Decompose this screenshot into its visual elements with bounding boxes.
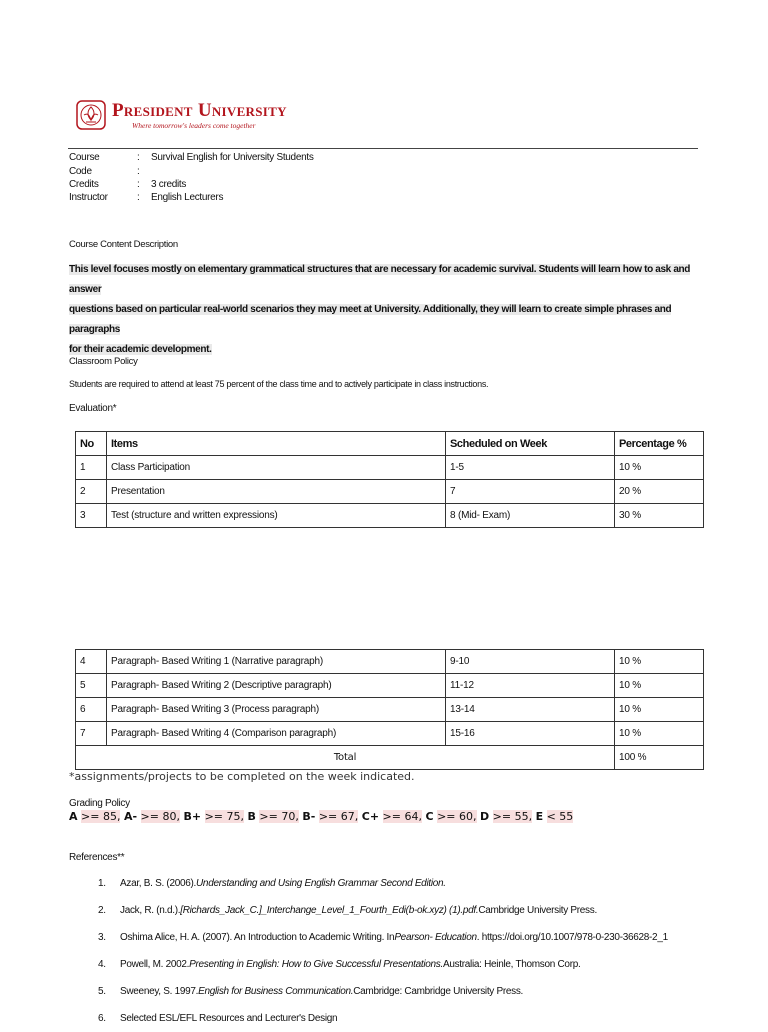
table-cell: Presentation [107, 480, 446, 504]
grade-letter: E [535, 810, 544, 823]
reference-suffix: Cambridge: Cambridge University Press. [353, 986, 524, 997]
table-row [76, 504, 704, 528]
grade-letter: A- [123, 810, 138, 823]
table-cell: 30 % [615, 504, 704, 528]
description-line: for their academic development. [69, 344, 212, 355]
table-cell: Test (structure and written expressions) [107, 504, 446, 528]
reference-text: Oshima Alice, H. A. (2007). An Introduction to Academic Writing. In [120, 932, 395, 943]
reference-number: 4. [98, 959, 106, 970]
course-info [69, 151, 314, 205]
brand-tagline: Where tomorrow's leaders come together [132, 120, 256, 130]
info-colon: : [137, 165, 140, 177]
info-colon: : [137, 192, 140, 204]
grade-letter: B+ [183, 810, 202, 823]
brand-name: President University [112, 99, 287, 121]
classroom-policy-title: Classroom Policy [69, 356, 138, 367]
grade-letter: D [480, 810, 490, 823]
table-cell: 15-16 [446, 722, 615, 746]
grade-rule: >= 70, [259, 810, 299, 823]
evaluation-table [75, 431, 704, 528]
reference-suffix: Australia: Heinle, Thomson Corp. [442, 959, 581, 970]
reference-text: Powell, M. 2002. [120, 959, 190, 970]
reference-number: 1. [98, 878, 106, 889]
references-title: References** [69, 852, 125, 863]
grade-rule: >= 60, [437, 810, 477, 823]
grade-rule: >= 85, [81, 810, 121, 823]
reference-number: 5. [98, 986, 106, 997]
table-cell: 20 % [615, 480, 704, 504]
university-logo [76, 100, 287, 130]
info-value: 3 credits [151, 178, 187, 190]
table-cell: 6 [76, 698, 107, 722]
grading-policy-title: Grading Policy [69, 798, 130, 809]
description-line: This level focuses mostly on elementary grammatical structures that are necessary for academic survival. Students will learn how to ask and answer [69, 264, 691, 295]
description-line: questions based on particular real-world scenarios they may meet at University. Additionally, they will learn to create simple phrases and paragraphs [69, 304, 672, 335]
total-label: Total [76, 746, 615, 770]
reference-text: Selected ESL/EFL Resources and Lecturer's Design [120, 1013, 338, 1024]
table-cell: 1-5 [446, 456, 615, 480]
reference-title: [Richards_Jack_C.]_Interchange_Level_1_Fourth_Edi(b-ok.xyz) (1).pdf. [180, 905, 479, 916]
info-row-course [69, 151, 314, 164]
grade-rule: >= 80, [140, 810, 180, 823]
table-cell: 10 % [615, 722, 704, 746]
reference-title: Pearson- Education [394, 932, 477, 943]
reference-suffix: Cambridge University Press. [478, 905, 597, 916]
table-cell: 10 % [615, 674, 704, 698]
reference-number: 6. [98, 1013, 106, 1024]
grade-letter: A [69, 810, 78, 823]
list-item [98, 978, 738, 1005]
table-cell: 13-14 [446, 698, 615, 722]
total-value: 100 % [615, 746, 704, 770]
list-item [98, 951, 738, 978]
list-item [98, 924, 738, 951]
list-item [98, 897, 738, 924]
table-cell: 10 % [615, 456, 704, 480]
table-cell: Class Participation [107, 456, 446, 480]
table-cell: 4 [76, 650, 107, 674]
university-seal-icon [76, 100, 106, 130]
info-row-code [69, 164, 314, 177]
table-cell: 10 % [615, 650, 704, 674]
table-row [76, 722, 704, 746]
table-total-row [76, 746, 704, 770]
info-value: Survival English for University Students [151, 152, 314, 164]
evaluation-table-continued [75, 649, 704, 770]
reference-text: Azar, B. S. (2006). [120, 878, 197, 889]
reference-number: 3. [98, 932, 106, 943]
table-cell: Paragraph- Based Writing 3 (Process paragraph) [107, 698, 446, 722]
info-colon: : [137, 178, 140, 190]
content-description [69, 260, 709, 360]
info-row-instructor [69, 191, 314, 204]
info-value: English Lecturers [151, 192, 224, 204]
table-cell: 5 [76, 674, 107, 698]
reference-number: 2. [98, 905, 106, 916]
reference-suffix: . https://doi.org/10.1007/978-0-230-36628-2_1 [476, 932, 668, 943]
grade-letter: B- [302, 810, 316, 823]
classroom-policy-text: Students are required to attend at least 75 percent of the class time and to actively participate in class instructions. [69, 379, 489, 389]
column-header-items: Items [107, 432, 446, 456]
list-item [98, 870, 738, 897]
table-cell: Paragraph- Based Writing 4 (Comparison paragraph) [107, 722, 446, 746]
table-cell: 11-12 [446, 674, 615, 698]
grade-rule: >= 55, [492, 810, 533, 823]
info-label: Course [69, 152, 100, 164]
references-list [98, 870, 738, 1032]
content-description-title: Course Content Description [69, 239, 178, 250]
grade-letter: C+ [361, 810, 380, 823]
info-colon: : [137, 152, 140, 164]
header-divider [68, 148, 698, 149]
evaluation-title: Evaluation* [69, 403, 117, 414]
table-header-row [76, 432, 704, 456]
evaluation-footnote: *assignments/projects to be completed on the week indicated. [69, 770, 415, 783]
table-row [76, 674, 704, 698]
reference-text: Sweeney, S. 1997. [120, 986, 199, 997]
table-cell: 7 [76, 722, 107, 746]
table-cell: Paragraph- Based Writing 1 (Narrative paragraph) [107, 650, 446, 674]
list-item [98, 1005, 738, 1032]
grade-letter: B [247, 810, 256, 823]
table-row [76, 480, 704, 504]
table-row [76, 650, 704, 674]
table-cell: 3 [76, 504, 107, 528]
grading-scale [69, 810, 573, 823]
grade-rule: >= 75, [204, 810, 245, 823]
column-header-percentage: Percentage % [615, 432, 704, 456]
reference-title: Presenting in English: How to Give Successful Presentations. [189, 959, 443, 970]
column-header-no: No [76, 432, 107, 456]
table-cell: Paragraph- Based Writing 2 (Descriptive paragraph) [107, 674, 446, 698]
grade-rule: >= 64, [382, 810, 422, 823]
reference-title: English for Business Communication. [198, 986, 354, 997]
table-row [76, 698, 704, 722]
info-label: Code [69, 165, 92, 177]
reference-text: Jack, R. (n.d.). [120, 905, 181, 916]
info-row-credits [69, 178, 314, 191]
info-label: Credits [69, 178, 99, 190]
table-cell: 1 [76, 456, 107, 480]
grade-letter: C [425, 810, 434, 823]
reference-title: Understanding and Using English Grammar Second Edition. [196, 878, 446, 889]
table-cell: 7 [446, 480, 615, 504]
grade-rule: < 55 [546, 810, 574, 823]
table-cell: 9-10 [446, 650, 615, 674]
table-cell: 10 % [615, 698, 704, 722]
info-label: Instructor [69, 192, 108, 204]
grade-rule: >= 67, [318, 810, 359, 823]
table-cell: 8 (Mid- Exam) [446, 504, 615, 528]
table-cell: 2 [76, 480, 107, 504]
column-header-week: Scheduled on Week [446, 432, 615, 456]
table-row [76, 456, 704, 480]
